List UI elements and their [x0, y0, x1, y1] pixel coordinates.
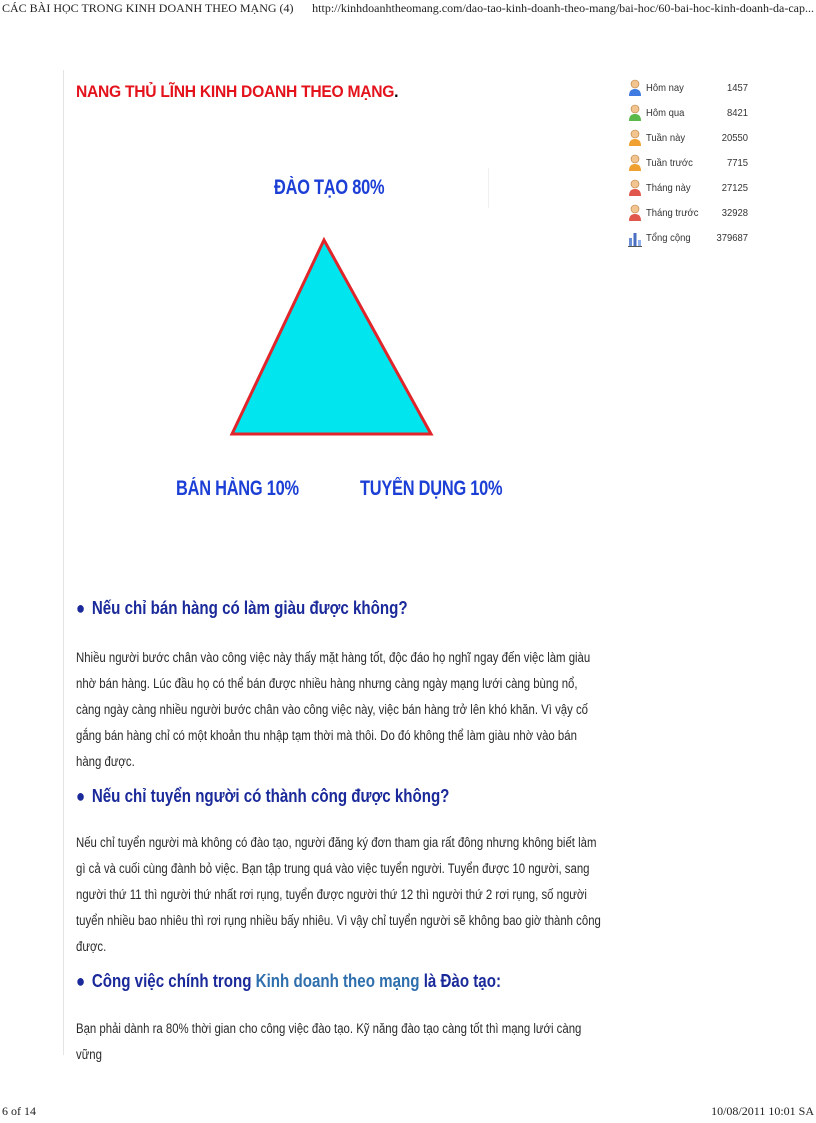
- print-header-title: CÁC BÀI HỌC TRONG KINH DOANH THEO MẠNG (4): [2, 1, 294, 15]
- stat-value: 8421: [726, 106, 748, 119]
- section-heading-recruiting: [76, 786, 449, 807]
- section-heading-training: [76, 971, 501, 992]
- stat-row-last-month: [628, 200, 748, 225]
- section-heading-sales: [76, 598, 408, 619]
- section-heading-pre: Công việc chính trong: [91, 971, 252, 991]
- diagram-label-recruiting: TUYỂN DỤNG 10%: [360, 477, 503, 500]
- diagram-label-training: ĐÀO TẠO 80%: [274, 176, 385, 199]
- stat-label: Tuần trước: [646, 156, 693, 169]
- training-triangle-diagram: [220, 230, 440, 440]
- stat-row-this-week: [628, 125, 748, 150]
- stat-row-last-week: [628, 150, 748, 175]
- stat-value: 32928: [721, 206, 748, 219]
- print-header-url: http://kinhdoanhtheomang.com/dao-tao-kinh-doanh-theo-mang/bai-hoc/60-bai-hoc-kinh-doanh-da-cap...: [312, 1, 814, 15]
- page-title-text: NANG THỦ LĨNH KINH DOANH THEO MẠNG: [76, 82, 395, 101]
- stat-row-today: [628, 75, 748, 100]
- bullet-icon: ●: [76, 786, 86, 806]
- page-title: [76, 82, 398, 102]
- stat-label: Tháng trước: [646, 206, 699, 219]
- visitor-stats: [628, 75, 748, 250]
- user-green-icon: [628, 104, 642, 122]
- diagram-label-sales: BÁN HÀNG 10%: [176, 477, 299, 500]
- triangle-shape: [232, 240, 431, 434]
- stat-value: 379687: [716, 231, 748, 244]
- network-business-link[interactable]: Kinh doanh theo mạng: [255, 971, 420, 991]
- stat-row-this-month: [628, 175, 748, 200]
- page-title-period: .: [394, 82, 399, 101]
- stat-value: 20550: [721, 131, 748, 144]
- stat-label: Tuần này: [646, 131, 686, 144]
- user-red-icon: [628, 204, 642, 222]
- section-heading-text: Nếu chỉ bán hàng có làm giàu được không?: [91, 598, 408, 618]
- section-body-training: Bạn phải dành ra 80% thời gian cho công việc đào tạo. Kỹ năng đào tạo càng tốt thì mạng lưới càng vững: [76, 1021, 582, 1062]
- stat-label: Hôm nay: [646, 81, 684, 94]
- user-orange-icon: [628, 129, 642, 147]
- stat-value: 1457: [726, 81, 748, 94]
- stat-value: 7715: [726, 156, 748, 169]
- print-footer-datetime: 10/08/2011 10:01 SA: [711, 1104, 814, 1118]
- bar-chart-icon: [628, 229, 642, 247]
- bullet-icon: ●: [76, 598, 86, 618]
- diagram-divider: [488, 168, 489, 208]
- stat-label: Hôm qua: [646, 106, 685, 119]
- user-orange-icon: [628, 154, 642, 172]
- stat-label: Tổng cộng: [646, 231, 691, 244]
- stat-label: Tháng này: [646, 181, 691, 194]
- stat-row-yesterday: [628, 100, 748, 125]
- section-body-recruiting: Nếu chỉ tuyển người mà không có đào tạo, người đăng ký đơn tham gia rất đông nhưng không biết làm gì cả và cuối cùng đành bỏ việc. Bạn tập trung quá vào việc tuyển người. Tuyển được 10 người, sang người thứ 11 thì người thứ nhất rơi rụng, tuyển được người thứ 12 thì người thứ 2 rơi rụng, số người tuyển nhiều bao nhiêu thì rơi rụng nhiều bấy nhiêu. Vì vậy chỉ tuyển người sẽ không bao giờ thành công được.: [76, 835, 601, 954]
- user-blue-icon: [628, 79, 642, 97]
- stat-row-total: [628, 225, 748, 250]
- section-body-sales: Nhiều người bước chân vào công việc này thấy mặt hàng tốt, độc đáo họ nghĩ ngay đến việc làm giàu nhờ bán hàng. Lúc đầu họ có thể bán được nhiều hàng nhưng càng ngày mạng lưới càng bùng nổ, càng ngày càng nhiều người bước chân vào công việc này, việc bán hàng trở lên khó khăn. Vì vậy cố gắng bán hàng chỉ có một khoản thu nhập tạm thời mà thôi. Do đó không thể làm giàu nhờ vào bán hàng được.: [76, 650, 591, 769]
- section-heading-post: là Đào tạo:: [423, 971, 501, 991]
- content-left-border: [63, 70, 64, 1055]
- user-red-icon: [628, 179, 642, 197]
- stat-value: 27125: [721, 181, 748, 194]
- print-footer-page: 6 of 14: [2, 1104, 36, 1118]
- bullet-icon: ●: [76, 971, 86, 991]
- section-heading-text: Nếu chỉ tuyển người có thành công được không?: [91, 786, 450, 806]
